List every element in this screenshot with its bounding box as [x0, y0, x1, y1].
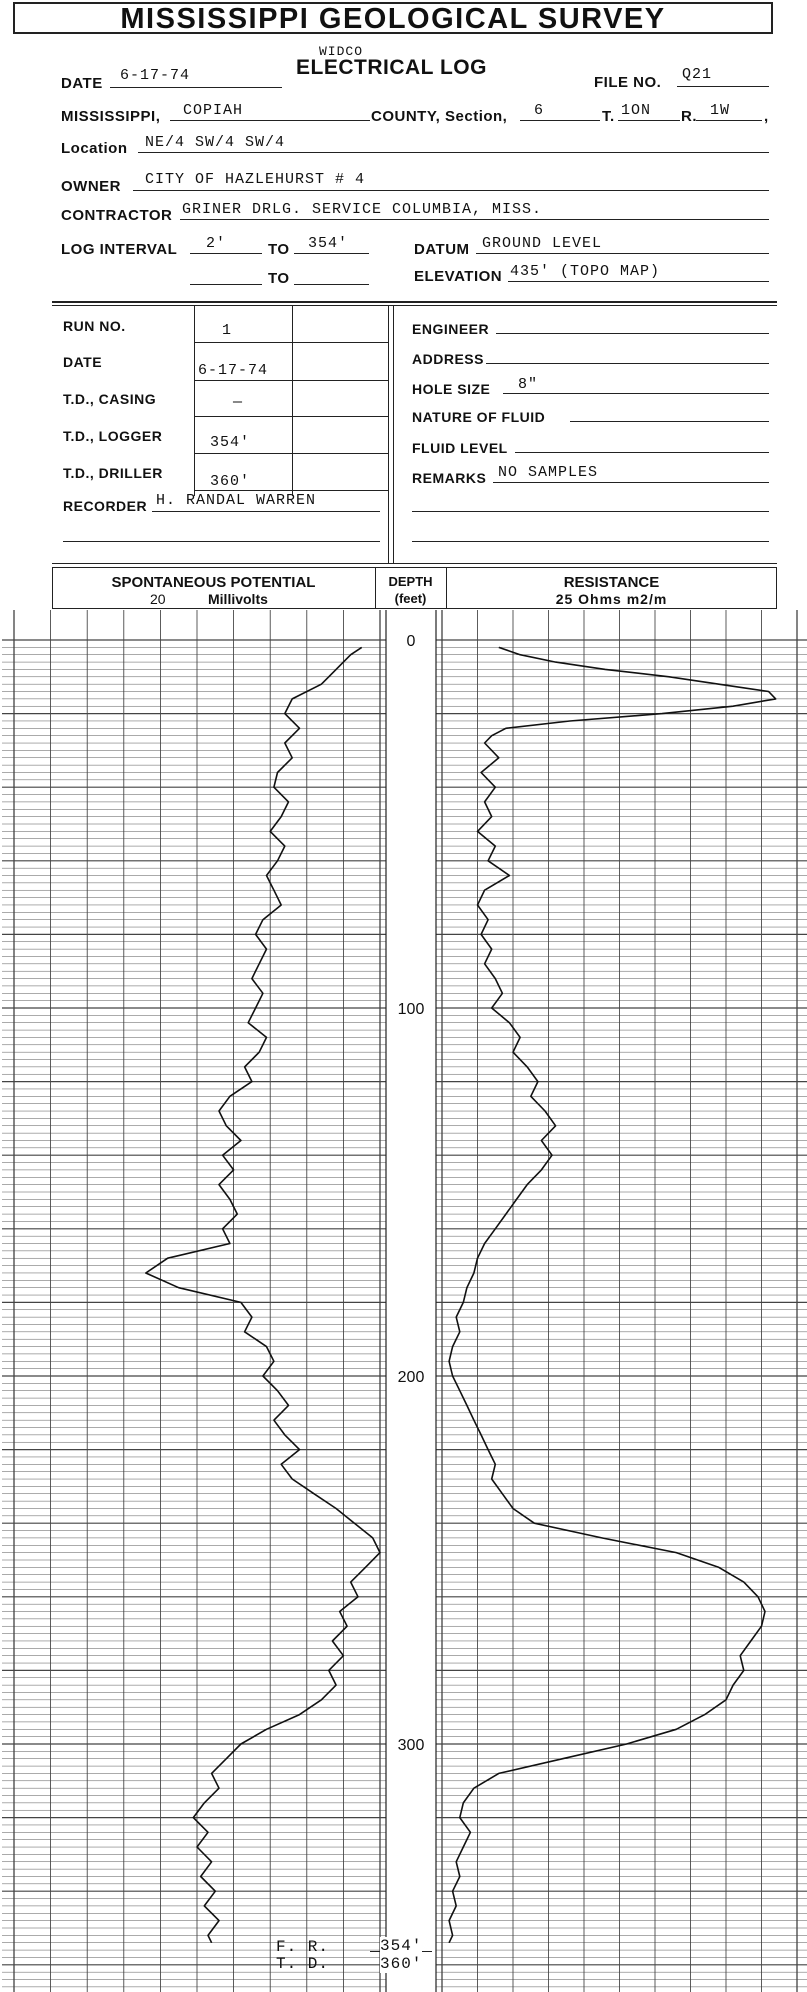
sp-title: SPONTANEOUS POTENTIAL [111, 574, 316, 591]
resistance-track-grid [430, 610, 807, 1992]
elevation-value: 435' (TOPO MAP) [510, 263, 661, 280]
res-title: RESISTANCE [563, 574, 660, 591]
to-label: TO [268, 241, 290, 258]
td-casing-value: — [233, 394, 244, 411]
owner-value: CITY OF HAZLEHURST # 4 [145, 171, 366, 188]
file-no-value: Q21 [682, 66, 713, 83]
fr-value: 354' [380, 1937, 423, 1955]
electrical-log-chart [0, 610, 807, 1992]
address-label: ADDRESS [412, 351, 484, 367]
run-date-label: DATE [63, 354, 103, 370]
remarks-label: REMARKS [412, 470, 487, 486]
location-label: Location [61, 140, 128, 157]
hole-size-value: 8" [518, 376, 539, 393]
location-value: NE/4 SW/4 SW/4 [145, 134, 286, 151]
depth-title: DEPTH [388, 574, 433, 589]
remarks-value: NO SAMPLES [498, 464, 599, 481]
engineer-label: ENGINEER [412, 321, 490, 337]
contractor-label: CONTRACTOR [61, 207, 173, 224]
to-label-2: TO [268, 270, 290, 287]
range-label: R. [681, 108, 697, 125]
sp-scale-num: 20 [150, 591, 166, 607]
td-label: T. D. [276, 1955, 330, 1973]
range-suffix: , [764, 108, 769, 125]
td-casing-label: T.D., CASING [63, 391, 157, 407]
td-value: 360' [380, 1955, 423, 1973]
owner-label: OWNER [61, 178, 121, 195]
fr-label: F. R. [276, 1938, 330, 1956]
datum-label: DATUM [414, 241, 470, 258]
date-value: 6-17-74 [120, 67, 191, 84]
township-label: T. [602, 108, 615, 125]
interval-to: 354' [308, 235, 349, 252]
county-value: COPIAH [183, 102, 244, 119]
interval-from: 2' [206, 235, 227, 252]
township-value: 1ON [621, 102, 652, 119]
range-value: 1W [710, 102, 731, 119]
fluid-level-label: FLUID LEVEL [412, 440, 508, 456]
log-interval-label: LOG INTERVAL [61, 241, 178, 258]
td-logger-label: T.D., LOGGER [63, 428, 163, 444]
run-no-label: RUN NO. [63, 318, 126, 334]
td-driller-label: T.D., DRILLER [63, 465, 163, 481]
elevation-label: ELEVATION [414, 268, 503, 285]
recorder-value: H. RANDAL WARREN [156, 492, 317, 509]
depth-unit: (feet) [394, 591, 427, 606]
depth-label: 200 [397, 1369, 425, 1386]
res-scale: 25 Ohms m2/m [555, 591, 668, 607]
sp-track-grid [2, 610, 390, 1992]
td-logger-value: 354' [210, 434, 251, 451]
run-table-divider [194, 306, 195, 496]
contractor-value: GRINER DRLG. SERVICE COLUMBIA, MISS. [182, 201, 543, 218]
date-label: DATE [61, 75, 103, 92]
depth-label: 100 [397, 1001, 425, 1018]
run-no-value: 1 [222, 322, 233, 339]
depth-label: 300 [397, 1737, 425, 1754]
county-label: COUNTY, Section, [371, 108, 508, 125]
file-no-label: FILE NO. [594, 74, 662, 91]
fluid-nature-label: NATURE OF FLUID [412, 409, 546, 425]
sp-scale-unit: Millivolts [208, 591, 268, 607]
hole-size-label: HOLE SIZE [412, 381, 491, 397]
company-name: WIDCO [319, 44, 364, 59]
depth-label: 0 [406, 633, 416, 650]
run-date-value: 6-17-74 [198, 362, 269, 379]
section-value: 6 [534, 102, 545, 119]
recorder-label: RECORDER [63, 498, 148, 514]
depth-track [386, 610, 436, 1992]
datum-value: GROUND LEVEL [482, 235, 603, 252]
state-label: MISSISSIPPI, [61, 108, 161, 125]
td-driller-value: 360' [210, 473, 251, 490]
survey-title: MISSISSIPPI GEOLOGICAL SURVEY [13, 2, 773, 34]
log-type: ELECTRICAL LOG [296, 56, 487, 79]
